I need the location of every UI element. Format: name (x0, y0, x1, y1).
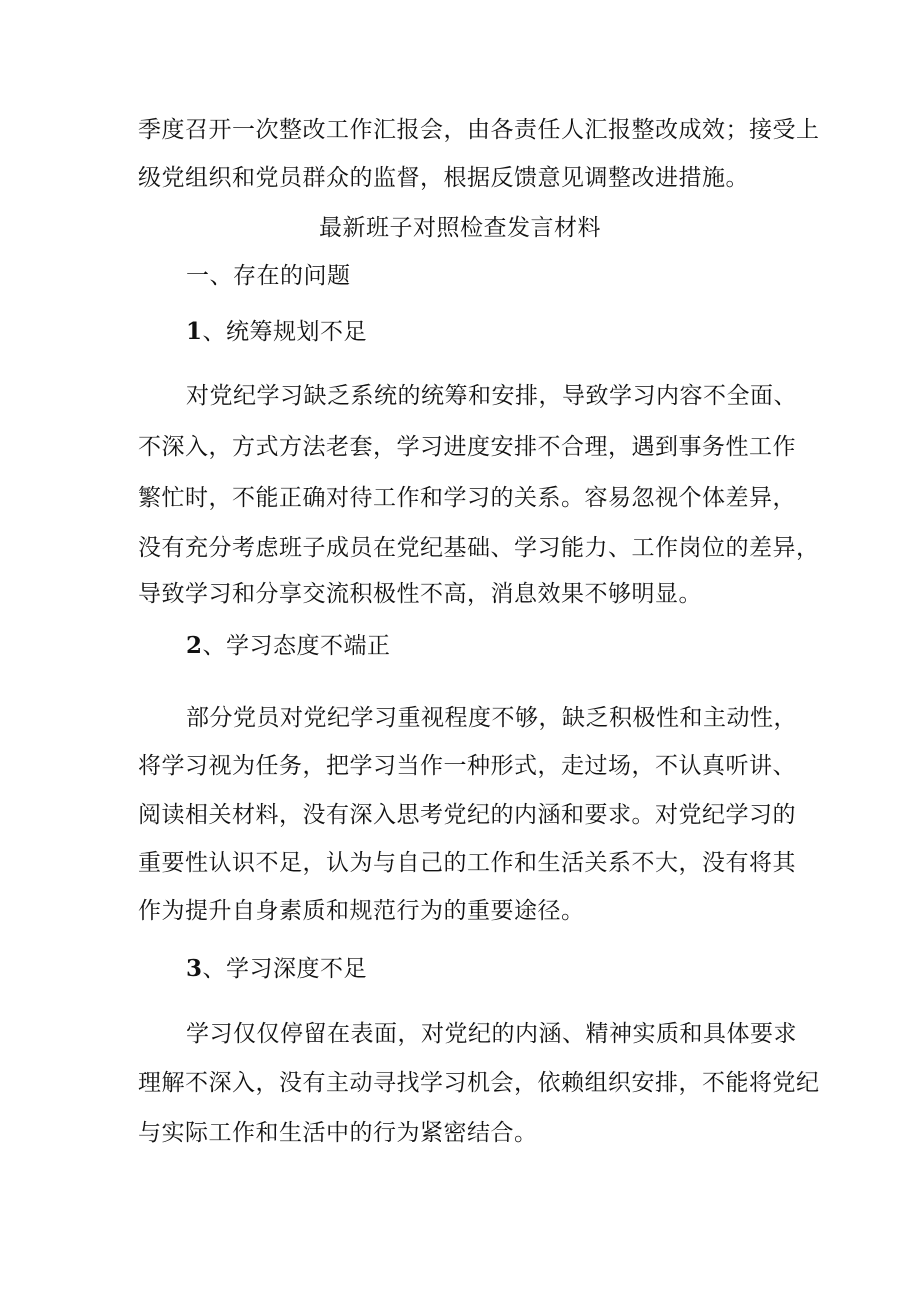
item1-heading (186, 316, 846, 348)
item1-heading-text: 、统筹规划不足 (202, 319, 368, 345)
section-heading-problems: 一、存在的问题 (186, 263, 351, 289)
item2-line-2: 将学习视为任务，把学习当作一种形式，走过场，不认真听讲、 (138, 753, 796, 779)
item2-line-1: 部分党员对党纪学习重视程度不够，缺乏积极性和主动性， (186, 705, 797, 731)
item1-line-1: 对党纪学习缺乏系统的统筹和安排，导致学习内容不全面、 (186, 383, 797, 409)
item3-line-3: 与实际工作和生活中的行为紧密结合。 (138, 1120, 538, 1146)
item2-number: 2 (186, 632, 203, 659)
item2-line-4: 重要性认识不足，认为与自己的工作和生活关系不大，没有将其 (138, 850, 796, 876)
item3-heading (186, 953, 846, 985)
document-title: 最新班子对照检查发言材料 (319, 215, 601, 241)
item3-heading-text: 、学习深度不足 (202, 956, 368, 982)
item1-line-3: 繁忙时，不能正确对待工作和学习的关系。容易忽视个体差异， (138, 485, 796, 511)
item1-number: 1 (186, 318, 203, 345)
item1-line-5: 导致学习和分享交流积极性不高，消息效果不够明显。 (138, 581, 702, 607)
item2-line-5: 作为提升自身素质和规范行为的重要途径。 (138, 898, 585, 924)
item1-line-2: 不深入，方式方法老套，学习进度安排不合理，遇到事务性工作 (138, 434, 796, 460)
item2-heading (186, 630, 846, 662)
item1-line-4: 没有充分考虑班子成员在党纪基础、学习能力、工作岗位的差异， (138, 535, 820, 561)
intro-line-2: 级党组织和党员群众的监督，根据反馈意见调整改进措施。 (138, 165, 749, 191)
item3-number: 3 (186, 955, 203, 982)
item2-heading-text: 、学习态度不端正 (202, 633, 391, 659)
intro-line-1: 季度召开一次整改工作汇报会，由各责任人汇报整改成效；接受上 (138, 117, 820, 143)
item3-line-2: 理解不深入，没有主动寻找学习机会，依赖组织安排，不能将党纪 (138, 1070, 820, 1096)
item3-line-1: 学习仅仅停留在表面，对党纪的内涵、精神实质和具体要求 (186, 1021, 797, 1047)
item2-line-3: 阅读相关材料，没有深入思考党纪的内涵和要求。对党纪学习的 (138, 802, 796, 828)
